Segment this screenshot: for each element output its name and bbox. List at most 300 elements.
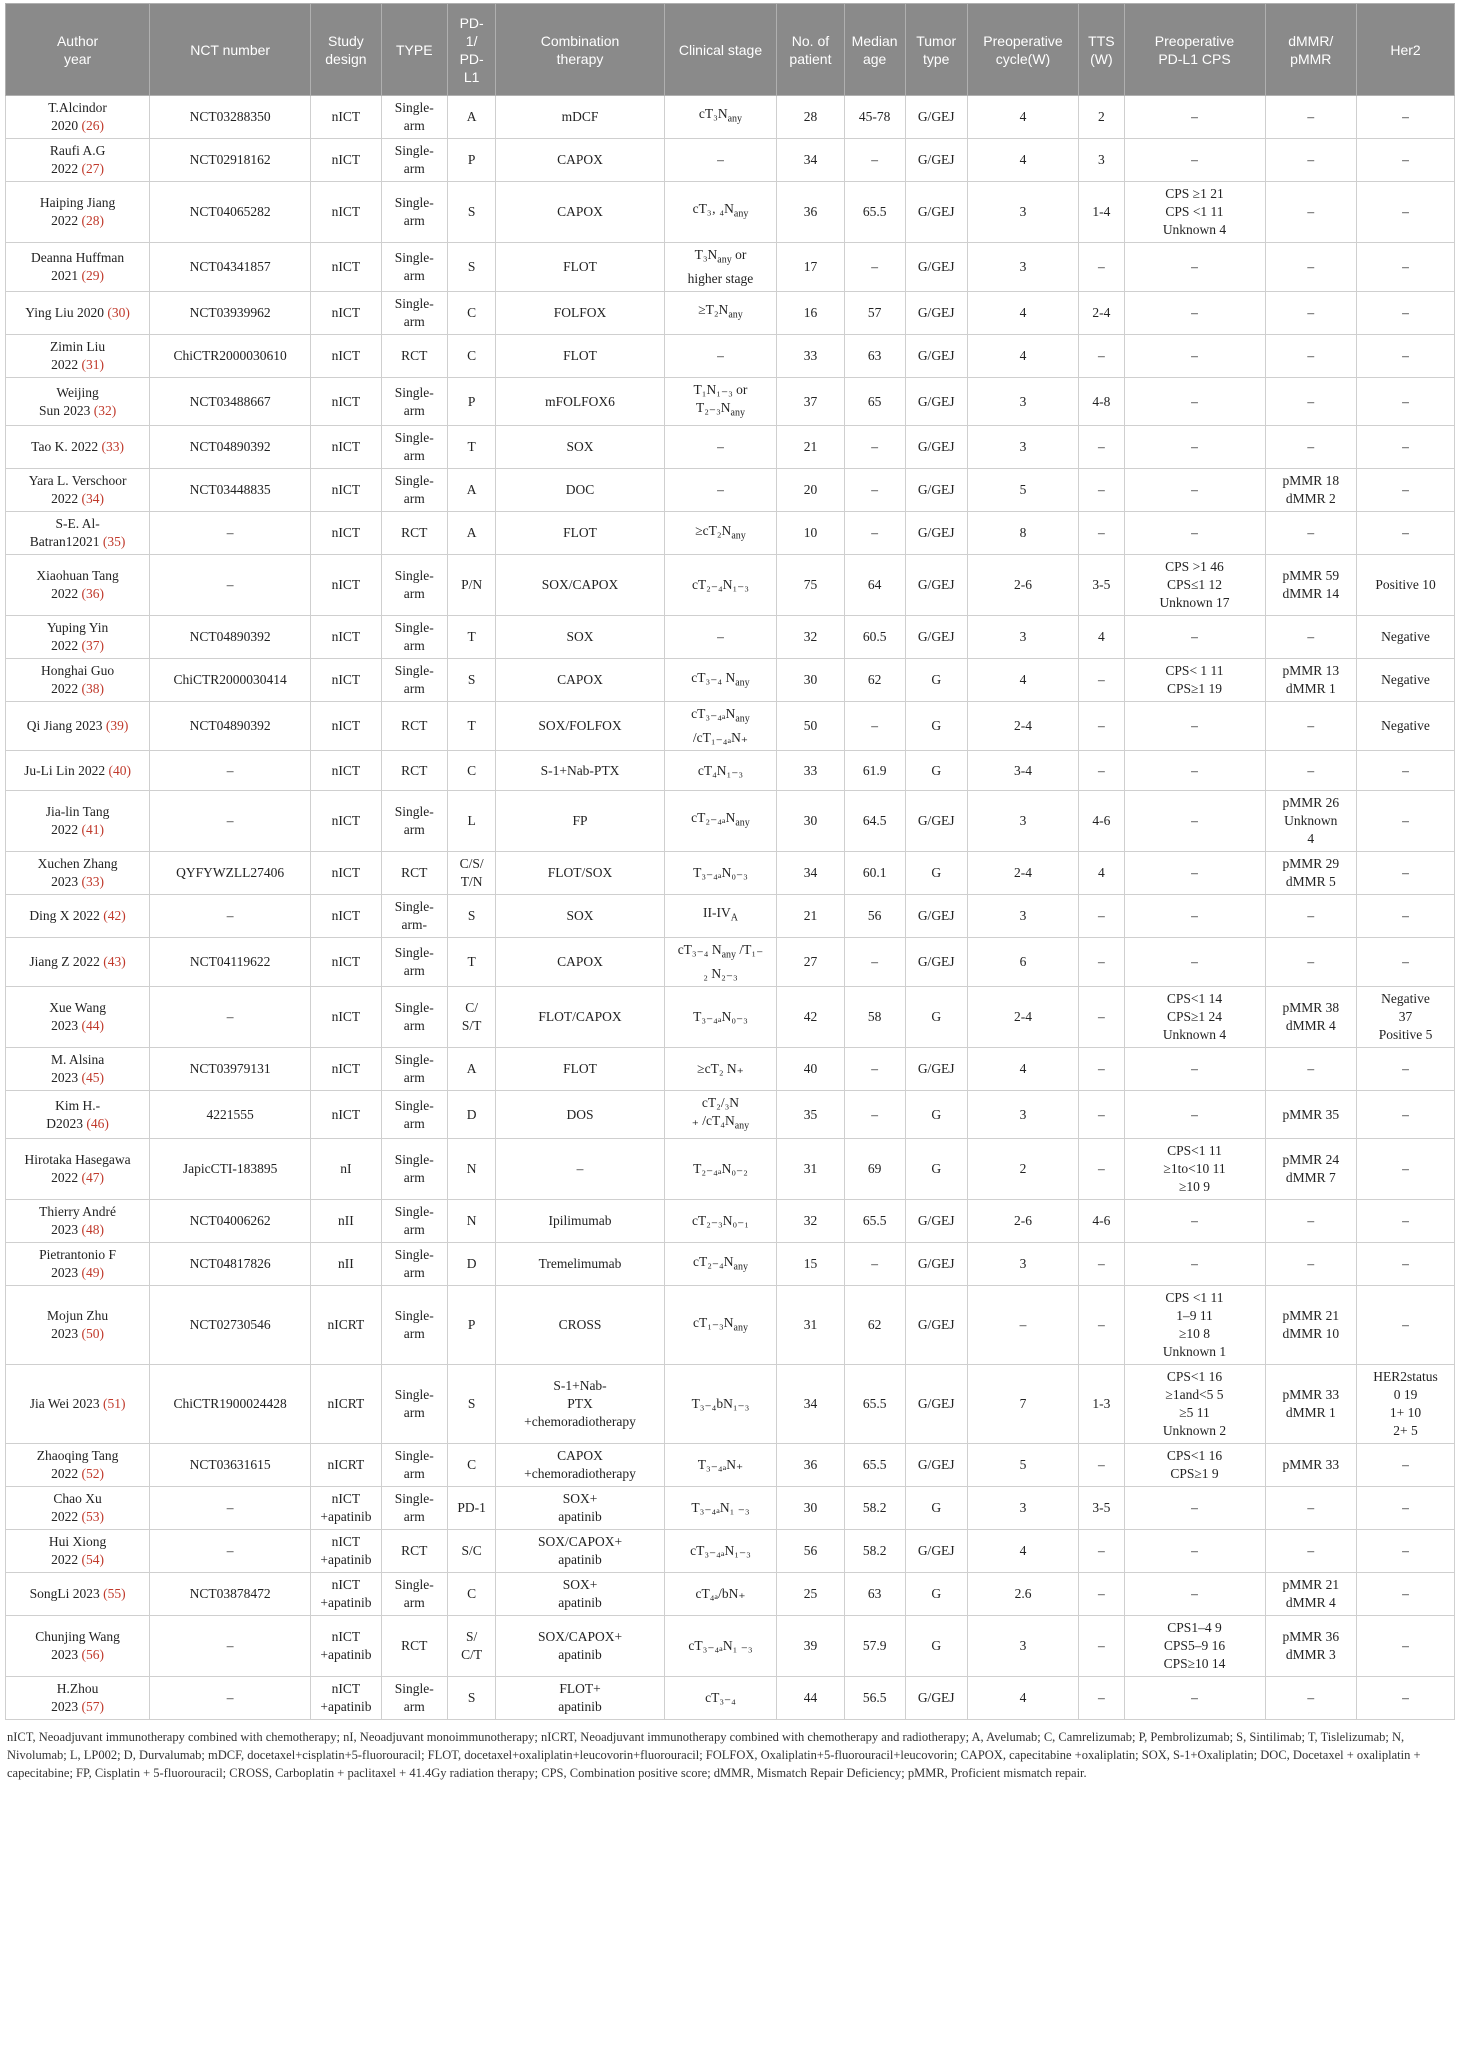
cell-nct: NCT02730546	[150, 1286, 311, 1365]
cell-author	[6, 1530, 150, 1573]
author-name: Jiang Z 2022	[29, 953, 100, 969]
cell-cycle: 4	[967, 1530, 1079, 1573]
cell-pd: S	[447, 659, 495, 702]
cell-nct: ChiCTR2000030610	[150, 334, 311, 377]
reference-link[interactable]: (43)	[103, 953, 126, 969]
cell-cps: CPS <1 11 1–9 11 ≥10 8 Unknown 1	[1124, 1286, 1265, 1365]
author-name: Raufi A.G 2022	[49, 143, 106, 176]
cell-n: 30	[777, 659, 844, 702]
cell-pd: P	[447, 139, 495, 182]
cell-tumor: G	[905, 1090, 967, 1139]
cell-mmr: pMMR 18 dMMR 2	[1265, 469, 1357, 512]
cell-design: nICT	[311, 555, 382, 616]
cell-nct: –	[150, 1530, 311, 1573]
cell-combo: FOLFOX	[496, 291, 664, 334]
cell-type: Single- arm	[381, 1444, 447, 1487]
cell-type: Single- arm	[381, 243, 447, 292]
cell-n: 36	[777, 1444, 844, 1487]
cell-stage: $\ge T_2N_{any}$	[664, 291, 777, 334]
column-header: Her2	[1357, 4, 1455, 96]
reference-link[interactable]: (49)	[81, 1265, 105, 1281]
cell-author	[6, 334, 150, 377]
cell-pd: C/S/ T/N	[447, 852, 495, 895]
cell-her2: –	[1357, 1286, 1455, 1365]
reference-link[interactable]: (55)	[103, 1586, 126, 1602]
cell-pd: N	[447, 1200, 495, 1243]
reference-link[interactable]: (46)	[86, 1115, 109, 1131]
cell-combo: S-1+Nab- PTX +chemoradiotherapy	[496, 1365, 664, 1444]
cell-combo: CROSS	[496, 1286, 664, 1365]
reference-link[interactable]: (35)	[102, 534, 126, 550]
cell-age: –	[844, 702, 905, 751]
cell-mmr: –	[1265, 895, 1357, 938]
cell-pd: S	[447, 182, 495, 243]
cell-pd: T	[447, 616, 495, 659]
cell-tumor: G/GEJ	[905, 1677, 967, 1720]
cell-cycle: 3	[967, 377, 1079, 426]
cell-age: –	[844, 1090, 905, 1139]
cell-pd: A	[447, 512, 495, 555]
cell-combo: SOX/FOLFOX	[496, 702, 664, 751]
cell-nct: –	[150, 895, 311, 938]
cell-nct: NCT03878472	[150, 1573, 311, 1616]
cell-stage: T₃₋₄ₐN₊	[664, 1444, 777, 1487]
cell-author	[6, 702, 150, 751]
author-name: Chunjing Wang 2023	[35, 1629, 120, 1663]
cell-n: 39	[777, 1616, 844, 1677]
cell-pd: PD-1	[447, 1487, 495, 1530]
cell-tumor: G/GEJ	[905, 243, 967, 292]
cell-author	[6, 1616, 150, 1677]
cell-tts: –	[1079, 986, 1124, 1047]
reference-link[interactable]: (29)	[81, 267, 105, 283]
cell-age: 62	[844, 1286, 905, 1365]
cell-stage: cT₄N₁₋₃	[664, 751, 777, 791]
cell-cycle: 4	[967, 659, 1079, 702]
cell-stage: T₃₋₄ₐN₁ ₋₃	[664, 1487, 777, 1530]
cell-nct: –	[150, 1487, 311, 1530]
cell-cycle: 3	[967, 1616, 1079, 1677]
cell-cps: –	[1124, 938, 1265, 987]
cell-mmr: –	[1265, 243, 1357, 292]
cell-tumor: G/GEJ	[905, 616, 967, 659]
author-name: Zhaoqing Tang 2022	[36, 1448, 119, 1482]
cell-tumor: G	[905, 1487, 967, 1530]
cell-n: 44	[777, 1677, 844, 1720]
cell-author	[6, 791, 150, 852]
cell-cycle: 4	[967, 139, 1079, 182]
table-row	[6, 986, 1455, 1047]
cell-cps: –	[1124, 895, 1265, 938]
cell-tumor: G/GEJ	[905, 96, 967, 139]
cell-mmr: pMMR 33 dMMR 1	[1265, 1365, 1357, 1444]
cell-cycle: –	[967, 1286, 1079, 1365]
cell-n: 27	[777, 938, 844, 987]
cell-nct: NCT04119622	[150, 938, 311, 987]
author-name: Xiaohuan Tang 2022	[36, 568, 119, 602]
cell-age: –	[844, 243, 905, 292]
cell-n: 42	[777, 986, 844, 1047]
cell-pd: C	[447, 751, 495, 791]
reference-link[interactable]: (48)	[81, 1222, 105, 1238]
cell-design: nI	[311, 1139, 382, 1200]
author-name: Tao K. 2022	[31, 439, 99, 455]
cell-n: 31	[777, 1139, 844, 1200]
cell-cps: CPS ≥1 21 CPS <1 11 Unknown 4	[1124, 182, 1265, 243]
cell-author	[6, 96, 150, 139]
cell-author	[6, 852, 150, 895]
cell-mmr: pMMR 21 dMMR 4	[1265, 1573, 1357, 1616]
cell-author	[6, 986, 150, 1047]
cell-her2: –	[1357, 1573, 1455, 1616]
author-name: Pietrantonio F 2023	[39, 1247, 117, 1281]
cell-author	[6, 1286, 150, 1365]
cell-cps: CPS<1 14 CPS≥1 24 Unknown 4	[1124, 986, 1265, 1047]
cell-combo: mFOLFOX6	[496, 377, 664, 426]
table-row	[6, 291, 1455, 334]
reference-link[interactable]: (53)	[81, 1509, 105, 1525]
cell-combo: –	[496, 1139, 664, 1200]
cell-nct: ChiCTR1900024428	[150, 1365, 311, 1444]
cell-author	[6, 182, 150, 243]
cell-cycle: 2	[967, 1139, 1079, 1200]
reference-link[interactable]: (56)	[81, 1647, 105, 1663]
cell-cps: –	[1124, 139, 1265, 182]
cell-age: 58.2	[844, 1487, 905, 1530]
cell-combo: FLOT/CAPOX	[496, 986, 664, 1047]
author-name: Kim H.- D2023	[46, 1097, 101, 1131]
cell-mmr: –	[1265, 1047, 1357, 1090]
reference-link[interactable]: (32)	[93, 402, 117, 418]
cell-tts: –	[1079, 426, 1124, 469]
author-name: M. Alsina 2023	[50, 1051, 105, 1085]
column-header: TTS (W)	[1079, 4, 1124, 96]
cell-type: Single- arm	[381, 139, 447, 182]
cell-mmr: pMMR 35	[1265, 1090, 1357, 1139]
cell-author	[6, 243, 150, 292]
cell-tumor: G/GEJ	[905, 1530, 967, 1573]
cell-cycle: 4	[967, 291, 1079, 334]
reference-link[interactable]: (39)	[105, 718, 129, 734]
cell-type: Single- arm	[381, 1286, 447, 1365]
table-row	[6, 1444, 1455, 1487]
cell-age: 58	[844, 986, 905, 1047]
cell-cps: –	[1124, 751, 1265, 791]
table-row	[6, 1616, 1455, 1677]
column-header: Median age	[844, 4, 905, 96]
reference-link[interactable]: (57)	[81, 1699, 105, 1715]
reference-link[interactable]: (42)	[103, 908, 126, 924]
cell-pd: T	[447, 702, 495, 751]
cell-combo: SOX	[496, 426, 664, 469]
cell-n: 56	[777, 1530, 844, 1573]
table-row	[6, 1286, 1455, 1365]
cell-author	[6, 1139, 150, 1200]
cell-tumor: G/GEJ	[905, 139, 967, 182]
cell-her2: –	[1357, 1243, 1455, 1286]
cell-cps: –	[1124, 1677, 1265, 1720]
author-name: Yara L. Verschoor 2022	[28, 473, 127, 507]
cell-pd: A	[447, 1047, 495, 1090]
cell-design: nICT	[311, 938, 382, 987]
cell-her2: Negative	[1357, 659, 1455, 702]
cell-her2: –	[1357, 1047, 1455, 1090]
cell-pd: C	[447, 1573, 495, 1616]
cell-her2: –	[1357, 377, 1455, 426]
reference-link[interactable]: (31)	[81, 356, 105, 372]
reference-link[interactable]: (50)	[81, 1326, 105, 1342]
cell-cycle: 3	[967, 1243, 1079, 1286]
cell-tts: 1-4	[1079, 182, 1124, 243]
cell-tts: –	[1079, 1616, 1124, 1677]
cell-stage: cT₃₋₄ₐN₁ ₋₃	[664, 1616, 777, 1677]
cell-stage: –	[664, 469, 777, 512]
cell-author	[6, 291, 150, 334]
cell-mmr: –	[1265, 702, 1357, 751]
cell-stage: cT₃₋₄ₐN₁₋₃	[664, 1530, 777, 1573]
cell-age: 63	[844, 334, 905, 377]
cell-tumor: G/GEJ	[905, 182, 967, 243]
author-name: S-E. Al- Batran12021	[29, 516, 100, 550]
cell-nct: –	[150, 555, 311, 616]
cell-age: 45-78	[844, 96, 905, 139]
cell-tts: –	[1079, 1286, 1124, 1365]
cell-cycle: 6	[967, 938, 1079, 987]
table-row	[6, 96, 1455, 139]
cell-mmr: –	[1265, 938, 1357, 987]
cell-her2: –	[1357, 895, 1455, 938]
cell-type: Single- arm	[381, 96, 447, 139]
cell-tumor: G	[905, 986, 967, 1047]
cell-cycle: 2-4	[967, 986, 1079, 1047]
cell-mmr: –	[1265, 616, 1357, 659]
cell-cps: –	[1124, 426, 1265, 469]
cell-type: Single- arm	[381, 469, 447, 512]
cell-her2: –	[1357, 791, 1455, 852]
cell-type: Single- arm	[381, 1487, 447, 1530]
author-name: Xuchen Zhang 2023	[37, 856, 118, 890]
cell-combo: DOS	[496, 1090, 664, 1139]
cell-combo: FLOT	[496, 1047, 664, 1090]
reference-link[interactable]: (41)	[81, 822, 105, 838]
cell-design: nICT +apatinib	[311, 1616, 382, 1677]
cell-stage: cT₃₋₄ₐN$_{any}$ /cT₁₋₄ₐN₊	[664, 702, 777, 751]
reference-link[interactable]: (27)	[81, 161, 105, 176]
cell-n: 21	[777, 895, 844, 938]
cell-cps: –	[1124, 96, 1265, 139]
cell-type: Single- arm	[381, 1365, 447, 1444]
cell-n: 33	[777, 334, 844, 377]
cell-cycle: 3	[967, 426, 1079, 469]
cell-type: RCT	[381, 1616, 447, 1677]
cell-stage: cT₃₋₄ $N_{any}$	[664, 659, 777, 702]
table-row	[6, 377, 1455, 426]
cell-her2: –	[1357, 512, 1455, 555]
cell-tumor: G/GEJ	[905, 1047, 967, 1090]
cell-mmr: –	[1265, 1677, 1357, 1720]
cell-mmr: –	[1265, 1243, 1357, 1286]
table-row	[6, 1090, 1455, 1139]
column-header: Tumor type	[905, 4, 967, 96]
cell-author	[6, 1677, 150, 1720]
cell-tumor: G/GEJ	[905, 334, 967, 377]
cell-design: nICT	[311, 182, 382, 243]
cell-age: 60.5	[844, 616, 905, 659]
cell-tumor: G/GEJ	[905, 512, 967, 555]
cell-cps: –	[1124, 1200, 1265, 1243]
cell-tts: 3	[1079, 139, 1124, 182]
cell-n: 17	[777, 243, 844, 292]
cell-stage: $II-IV_A$	[664, 895, 777, 938]
cell-pd: C	[447, 291, 495, 334]
cell-tumor: G/GEJ	[905, 555, 967, 616]
cell-stage: cT₂/₃N ₊ $/cT_4N_{any}$	[664, 1090, 777, 1139]
cell-tumor: G	[905, 852, 967, 895]
table-row	[6, 659, 1455, 702]
cell-type: Single- arm	[381, 659, 447, 702]
cell-author	[6, 1444, 150, 1487]
reference-link[interactable]: (33)	[101, 439, 124, 455]
cell-design: nICT +apatinib	[311, 1573, 382, 1616]
cell-cycle: 2-6	[967, 555, 1079, 616]
cell-tts: –	[1079, 1090, 1124, 1139]
cell-her2: Positive 10	[1357, 555, 1455, 616]
cell-stage: cT₂₋₄N₁₋₃	[664, 555, 777, 616]
reference-link[interactable]: (47)	[81, 1170, 105, 1186]
reference-link[interactable]: (37)	[81, 638, 105, 654]
cell-age: 57.9	[844, 1616, 905, 1677]
cell-pd: N	[447, 1139, 495, 1200]
author-name: Xue Wang 2023	[49, 999, 106, 1033]
cell-stage: $\ge cT_2N_{any}$	[664, 512, 777, 555]
cell-stage: –	[664, 334, 777, 377]
reference-link[interactable]: (33)	[81, 874, 105, 890]
cell-design: nICT	[311, 243, 382, 292]
cell-n: 21	[777, 426, 844, 469]
reference-link[interactable]: (52)	[81, 1466, 105, 1482]
reference-link[interactable]: (28)	[81, 213, 105, 228]
cell-tumor: G/GEJ	[905, 1286, 967, 1365]
cell-cycle: 8	[967, 512, 1079, 555]
column-header: PD- 1/ PD- L1	[447, 4, 495, 96]
author-name: Hirotaka Hasegawa 2022	[24, 1152, 131, 1186]
table-row	[6, 616, 1455, 659]
reference-link[interactable]: (51)	[102, 1396, 126, 1412]
table-row	[6, 1677, 1455, 1720]
cell-tts: –	[1079, 1243, 1124, 1286]
cell-age: –	[844, 139, 905, 182]
cell-combo: FLOT	[496, 243, 664, 292]
cell-tumor: G	[905, 659, 967, 702]
cell-tumor: G/GEJ	[905, 938, 967, 987]
cell-stage: $cT_3N_{any}$	[664, 96, 777, 139]
cell-cycle: 2-4	[967, 852, 1079, 895]
cell-tts: –	[1079, 512, 1124, 555]
reference-link[interactable]: (26)	[81, 118, 105, 133]
cell-age: –	[844, 1047, 905, 1090]
table-row	[6, 1573, 1455, 1616]
cell-type: Single- arm-	[381, 895, 447, 938]
reference-link[interactable]: (30)	[107, 304, 130, 320]
cell-age: 61.9	[844, 751, 905, 791]
table-row	[6, 702, 1455, 751]
cell-her2: Negative 37 Positive 5	[1357, 986, 1455, 1047]
cell-combo: SOX/CAPOX+ apatinib	[496, 1530, 664, 1573]
reference-link[interactable]: (44)	[81, 1017, 105, 1033]
cell-n: 40	[777, 1047, 844, 1090]
reference-link[interactable]: (54)	[81, 1552, 105, 1568]
cell-author	[6, 751, 150, 791]
cell-design: nII	[311, 1243, 382, 1286]
cell-n: 34	[777, 139, 844, 182]
cell-combo: CAPOX +chemoradiotherapy	[496, 1444, 664, 1487]
cell-pd: S/ C/T	[447, 1616, 495, 1677]
cell-tts: –	[1079, 895, 1124, 938]
cell-design: nICT	[311, 659, 382, 702]
cell-her2: –	[1357, 96, 1455, 139]
cell-pd: P	[447, 1286, 495, 1365]
cell-mmr: pMMR 26 Unknown 4	[1265, 791, 1357, 852]
cell-combo: FLOT+ apatinib	[496, 1677, 664, 1720]
cell-tts: –	[1079, 1139, 1124, 1200]
column-header: TYPE	[381, 4, 447, 96]
cell-type: Single- arm	[381, 182, 447, 243]
table-row	[6, 1530, 1455, 1573]
cell-her2: HER2status 0 19 1+ 10 2+ 5	[1357, 1365, 1455, 1444]
cell-age: 65.5	[844, 1444, 905, 1487]
cell-combo: SOX+ apatinib	[496, 1573, 664, 1616]
cell-stage: T₁N₁₋₃ or $T_{2-3}N_{any}$	[664, 377, 777, 426]
header-row	[6, 4, 1455, 96]
reference-link[interactable]: (34)	[81, 491, 105, 507]
cell-tts: –	[1079, 1047, 1124, 1090]
cell-mmr: –	[1265, 139, 1357, 182]
cell-her2: –	[1357, 1530, 1455, 1573]
cell-nct: NCT04065282	[150, 182, 311, 243]
cell-nct: ChiCTR2000030414	[150, 659, 311, 702]
cell-combo: CAPOX	[496, 938, 664, 987]
reference-link[interactable]: (38)	[81, 681, 105, 697]
reference-link[interactable]: (45)	[81, 1069, 105, 1085]
cell-age: 64.5	[844, 791, 905, 852]
cell-mmr: pMMR 29 dMMR 5	[1265, 852, 1357, 895]
cell-nct: –	[150, 512, 311, 555]
cell-design: nII	[311, 1200, 382, 1243]
cell-nct: NCT04817826	[150, 1243, 311, 1286]
cell-design: nICT	[311, 852, 382, 895]
cell-author	[6, 1090, 150, 1139]
cell-tumor: G/GEJ	[905, 1243, 967, 1286]
cell-combo: FLOT/SOX	[496, 852, 664, 895]
table-row	[6, 512, 1455, 555]
cell-mmr: pMMR 13 dMMR 1	[1265, 659, 1357, 702]
cell-nct: –	[150, 751, 311, 791]
reference-link[interactable]: (36)	[81, 586, 105, 602]
cell-design: nICT	[311, 1047, 382, 1090]
author-name: SongLi 2023	[29, 1586, 100, 1602]
cell-cps: –	[1124, 377, 1265, 426]
cell-cps: –	[1124, 334, 1265, 377]
cell-type: RCT	[381, 751, 447, 791]
cell-type: Single- arm	[381, 1139, 447, 1200]
cell-age: 62	[844, 659, 905, 702]
author-name: T.Alcindor 2020	[48, 100, 107, 133]
cell-age: –	[844, 469, 905, 512]
column-header: Combination therapy	[496, 4, 664, 96]
table-footnote: nICT, Neoadjuvant immunotherapy combined with chemotherapy; nI, Neoadjuvant monoimmunotherapy; nICRT, Neoadjuvant immunotherapy combined with chemotherapy and radiotherapy; A, Avelumab; C, Camrelizumab; P, Pembrolizumab; S, Sintilimab; T, Tislelizumab; N, Nivolumab; L, LP002; D, Durvalumab; mDCF, docetaxel+cisplatin+5-fluorouracil; FLOT, docetaxel+oxaliplatin+leucovorin+fluorouracil; FOLFOX, Oxaliplatin+5-fluorouracil+leucovorin; CAPOX, capecitabine +oxaliplatin; SOX, S-1+Oxaliplatin; DOC, Docetaxel + oxaliplatin + capecitabine; FP, Cisplatin + 5-fluorouracil; CROSS, Carboplatin + paclitaxel + 41.4Gy radiation therapy; CPS, Combination positive score; dMMR, Mismatch Repair Deficiency; pMMR, Proficient mismatch repair.	[7, 1730, 1421, 1781]
cell-tumor: G/GEJ	[905, 469, 967, 512]
reference-link[interactable]: (40)	[108, 762, 132, 778]
